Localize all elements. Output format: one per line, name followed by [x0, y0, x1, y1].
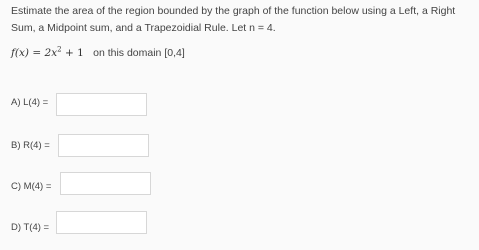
function-equals: = — [32, 46, 42, 59]
function-exponent: 2 — [57, 45, 62, 53]
midpoint-sum-label: C) M(4) = — [11, 181, 52, 192]
function-coefficient: 2x — [44, 46, 58, 59]
left-sum-input[interactable] — [56, 93, 147, 116]
function-lhs: f(x) — [11, 46, 30, 59]
right-sum-label: B) R(4) = — [11, 140, 50, 151]
answer-row-left-sum — [11, 97, 48, 108]
function-formula — [11, 47, 87, 59]
trapezoidal-rule-input[interactable] — [56, 211, 147, 234]
domain-text: on this domain [0,4] — [93, 46, 185, 59]
function-constant: + 1 — [64, 46, 84, 59]
function-definition — [11, 45, 185, 59]
question-prompt: Estimate the area of the region bounded by the graph of the function below using a Left, a Right Sum, a Midpoint sum, and a Trapezoidial Rule. Let n = 4. — [11, 5, 456, 34]
answer-row-trapezoidal-rule — [11, 222, 49, 233]
trapezoidal-rule-label: D) T(4) = — [11, 222, 50, 233]
answer-row-right-sum — [11, 140, 50, 151]
answer-row-midpoint-sum — [11, 181, 51, 192]
right-sum-input[interactable] — [58, 134, 149, 157]
midpoint-sum-input[interactable] — [60, 172, 151, 195]
left-sum-label: A) L(4) = — [11, 97, 49, 108]
